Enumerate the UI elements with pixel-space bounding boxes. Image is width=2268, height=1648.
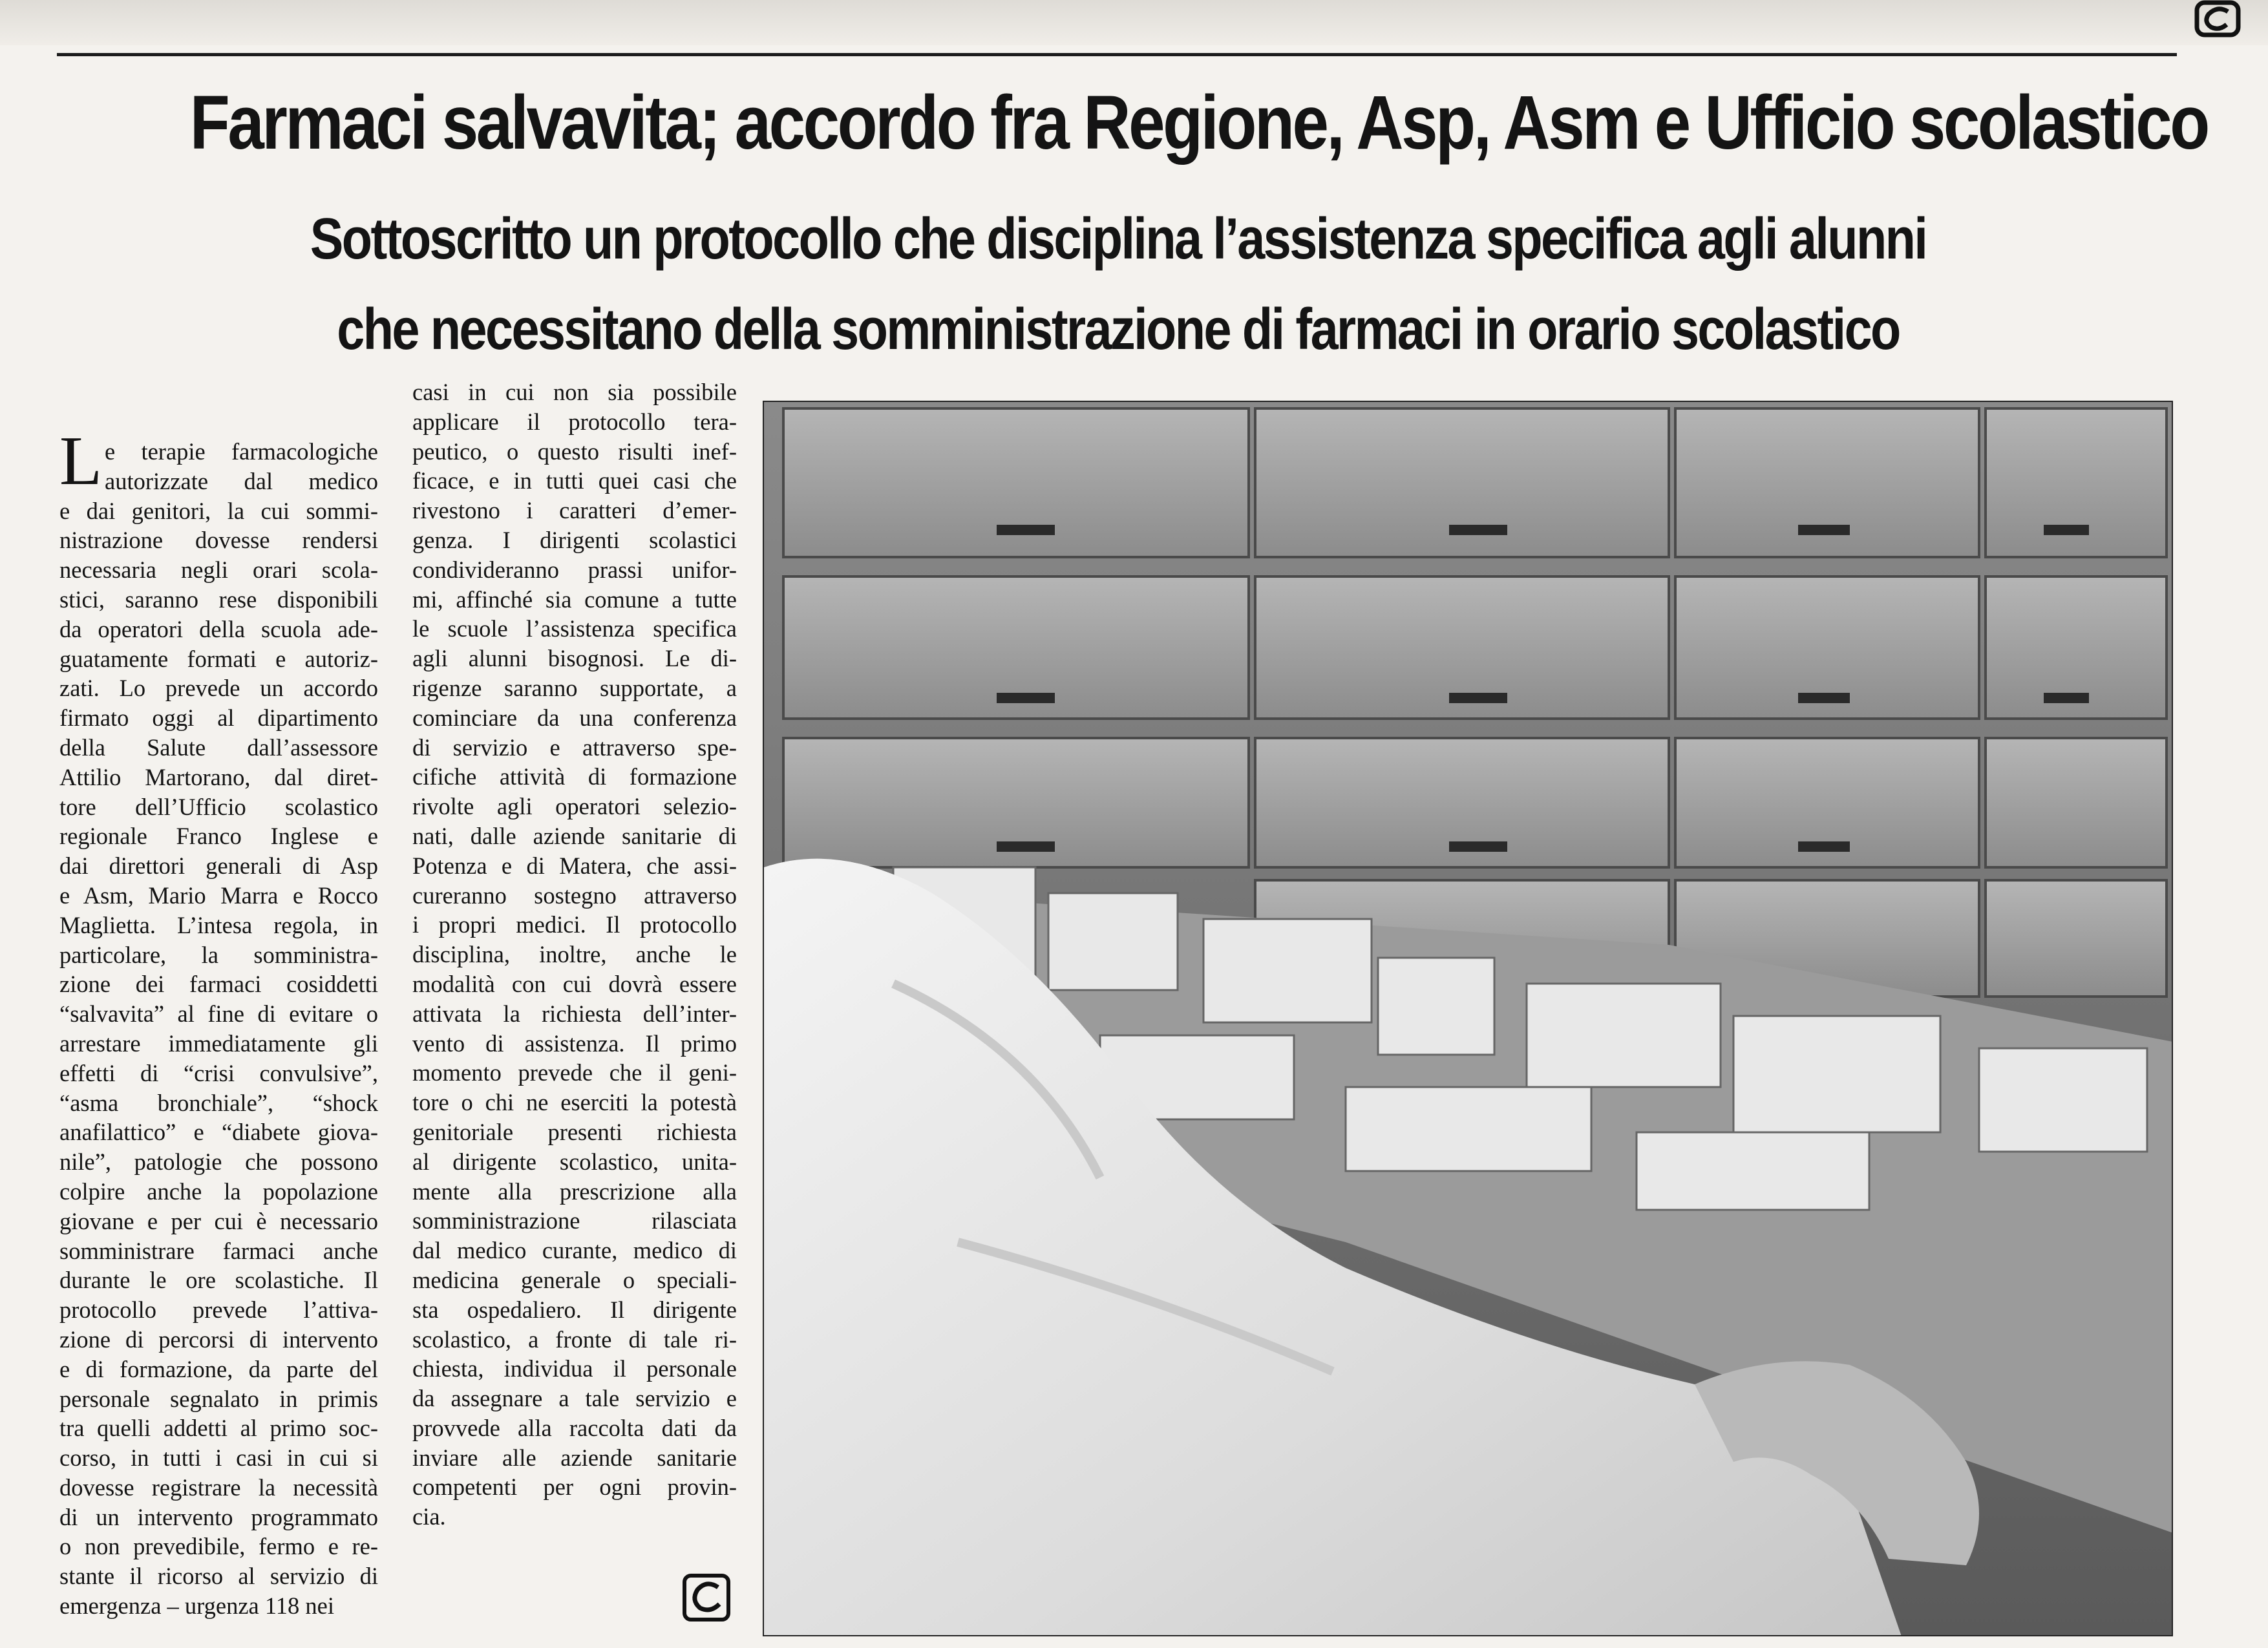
- article-line: tore o chi ne eserciti la potestà: [412, 1089, 737, 1116]
- article-line: necessaria negli orari scola-: [59, 556, 378, 584]
- article-line: zione di percorsi di intervento: [59, 1326, 378, 1353]
- headline: Farmaci salvavita; accordo fra Regione, Asp, Asm e Ufficio scolastico: [189, 80, 2208, 165]
- article-line: genza. I dirigenti scolastici: [412, 526, 737, 553]
- article-line: disciplina, inoltre, anche le: [412, 941, 737, 968]
- article-line: mente alla prescrizione alla: [412, 1178, 737, 1205]
- article-line: zati. Lo prevede un accordo: [59, 675, 378, 702]
- article-line: peutico, o questo risulti inef-: [412, 438, 737, 465]
- previous-page-bleed: [0, 0, 2268, 45]
- top-rule: [57, 53, 2177, 56]
- article-line: protocollo prevede l’attiva-: [59, 1296, 378, 1324]
- article-line: competenti per ogni provin-: [412, 1474, 737, 1501]
- article-line: firmato oggi al dipartimento: [59, 704, 378, 732]
- article-line: Attilio Martorano, dal diret-: [59, 763, 378, 790]
- article-line: casi in cui non sia possibile: [412, 379, 737, 405]
- article-line: guatamente formati e autoriz-: [59, 645, 378, 672]
- subheadline: [190, 194, 2046, 375]
- article-line: nati, dalle aziende sanitarie di: [412, 822, 737, 849]
- subheadline-line: che necessitano della somministrazione di farmaci in orario scolastico: [337, 297, 1900, 362]
- article-line: da assegnare a tale servizio e: [412, 1385, 737, 1412]
- article-line: dovesse registrare la necessità: [59, 1474, 378, 1501]
- article-line: ficace, e in tutti quei casi che: [412, 467, 737, 494]
- article-line: nistrazione dovesse rendersi: [59, 527, 378, 554]
- article-line: cia.: [412, 1503, 446, 1530]
- article-line: vento di assistenza. Il primo: [412, 1030, 737, 1057]
- article-line: e terapie farmacologiche: [105, 438, 378, 465]
- article-column-1: [59, 437, 378, 1621]
- article-line: e dai genitori, la cui sommi-: [59, 497, 378, 524]
- article-line: anafilattico” e “diabete giova-: [59, 1119, 378, 1146]
- article-line: effetti di “crisi convulsive”,: [59, 1059, 378, 1086]
- article-line: somministrazione rilasciata: [412, 1207, 737, 1234]
- pharmacy-drawers-photo: [763, 401, 2173, 1636]
- article-line: o non prevedibile, fermo e re-: [59, 1533, 378, 1560]
- article-line: rivestono i caratteri d’emer-: [412, 497, 737, 524]
- article-line: arrestare immediatamente gli: [59, 1030, 378, 1057]
- article-line: cureranno sostegno attraverso: [412, 882, 737, 909]
- article-line: dal medico curante, medico di: [412, 1237, 737, 1264]
- article-line: provvede alla raccolta dati da: [412, 1414, 737, 1441]
- article-line: tore dell’Ufficio scolastico: [59, 793, 378, 820]
- article-line: genitoriale presenti richiesta: [412, 1118, 737, 1145]
- article-line: rivolte agli operatori seleziо-: [412, 793, 737, 820]
- article-line: le scuole l’assistenza specifica: [412, 615, 737, 642]
- article-line: e Asm, Mario Marra e Rocco: [59, 882, 378, 909]
- article-line: durante le ore scolastiche. Il: [59, 1267, 378, 1294]
- article-line: applicare il protocollo tera-: [412, 408, 737, 435]
- article-line: al dirigente scolastico, unita-: [412, 1148, 737, 1175]
- article-line: personale segnalato in primis: [59, 1385, 378, 1412]
- publication-logo-icon: [2194, 0, 2241, 37]
- article-line: “asma bronchiale”, “shock: [59, 1089, 378, 1116]
- article-line: inviare alle aziende sanitarie: [412, 1444, 737, 1471]
- article-line: cominciare da una conferenza: [412, 704, 737, 731]
- publication-logo-icon: [682, 1573, 731, 1622]
- article-line: tra quelli addetti al primo soc-: [59, 1415, 378, 1442]
- article-line: cifiche attività di formazione: [412, 763, 737, 790]
- article-column-2: [412, 377, 737, 1532]
- article-line: giovane e per cui è necessario: [59, 1207, 378, 1234]
- article-line: particolare, la somministra-: [59, 941, 378, 968]
- article-line: Maglietta. L’intesa regola, in: [59, 911, 378, 938]
- article-line: mi, affinché sia comune a tutte: [412, 586, 737, 613]
- article-line: emergenza – urgenza 118 nei: [59, 1592, 334, 1620]
- article-line: e di formazione, da parte del: [59, 1355, 378, 1382]
- article-line: di un intervento programmato: [59, 1503, 378, 1530]
- article-line: di servizio e attraverso spe-: [412, 734, 737, 761]
- article-line: chiesta, individua il personale: [412, 1355, 737, 1382]
- article-line: colpire anche la popolazione: [59, 1178, 378, 1205]
- article-line: rigenze saranno supportate, a: [412, 674, 737, 701]
- article-line: corso, in tutti i casi in cui si: [59, 1444, 378, 1472]
- article-line: stici, saranno rese disponibili: [59, 586, 378, 613]
- article-line: momento prevede che il geni-: [412, 1059, 737, 1086]
- article-line: da operatori della scuola ade-: [59, 615, 378, 642]
- article-line: somministrare farmaci anche: [59, 1237, 378, 1264]
- subheadline-line: Sottoscritto un protocollo che disciplina l’assistenza specifica agli alunni: [310, 207, 1927, 271]
- drop-cap: L: [59, 423, 102, 500]
- article-line: scolastico, a fronte di tale ri-: [412, 1326, 737, 1353]
- article-line: medicina generale o speciali-: [412, 1266, 737, 1293]
- article-line: “salvavita” al fine di evitare o: [59, 1000, 378, 1028]
- article-line: della Salute dall’assessore: [59, 734, 378, 761]
- article-line: sta ospedaliero. Il dirigente: [412, 1296, 737, 1323]
- article-line: autorizzate dal medico: [105, 467, 378, 494]
- article-line: i propri medici. Il protocollo: [412, 911, 737, 938]
- article-line: condivideranno prassi unifor-: [412, 556, 737, 583]
- article-line: zione dei farmaci cosiddetti: [59, 971, 378, 998]
- article-line: dai direttori generali di Asp: [59, 852, 378, 880]
- article-line: Potenza e di Matera, che assi-: [412, 852, 737, 879]
- article-line: nile”, patologie che possono: [59, 1148, 378, 1176]
- article-line: attivata la richiesta dell’inter-: [412, 1000, 737, 1027]
- article-line: stante il ricorso al servizio di: [59, 1563, 378, 1590]
- article-line: regionale Franco Inglese e: [59, 823, 378, 850]
- article-line: modalità con cui dovrà essere: [412, 970, 737, 997]
- article-line: agli alunni bisognosi. Le di-: [412, 645, 737, 672]
